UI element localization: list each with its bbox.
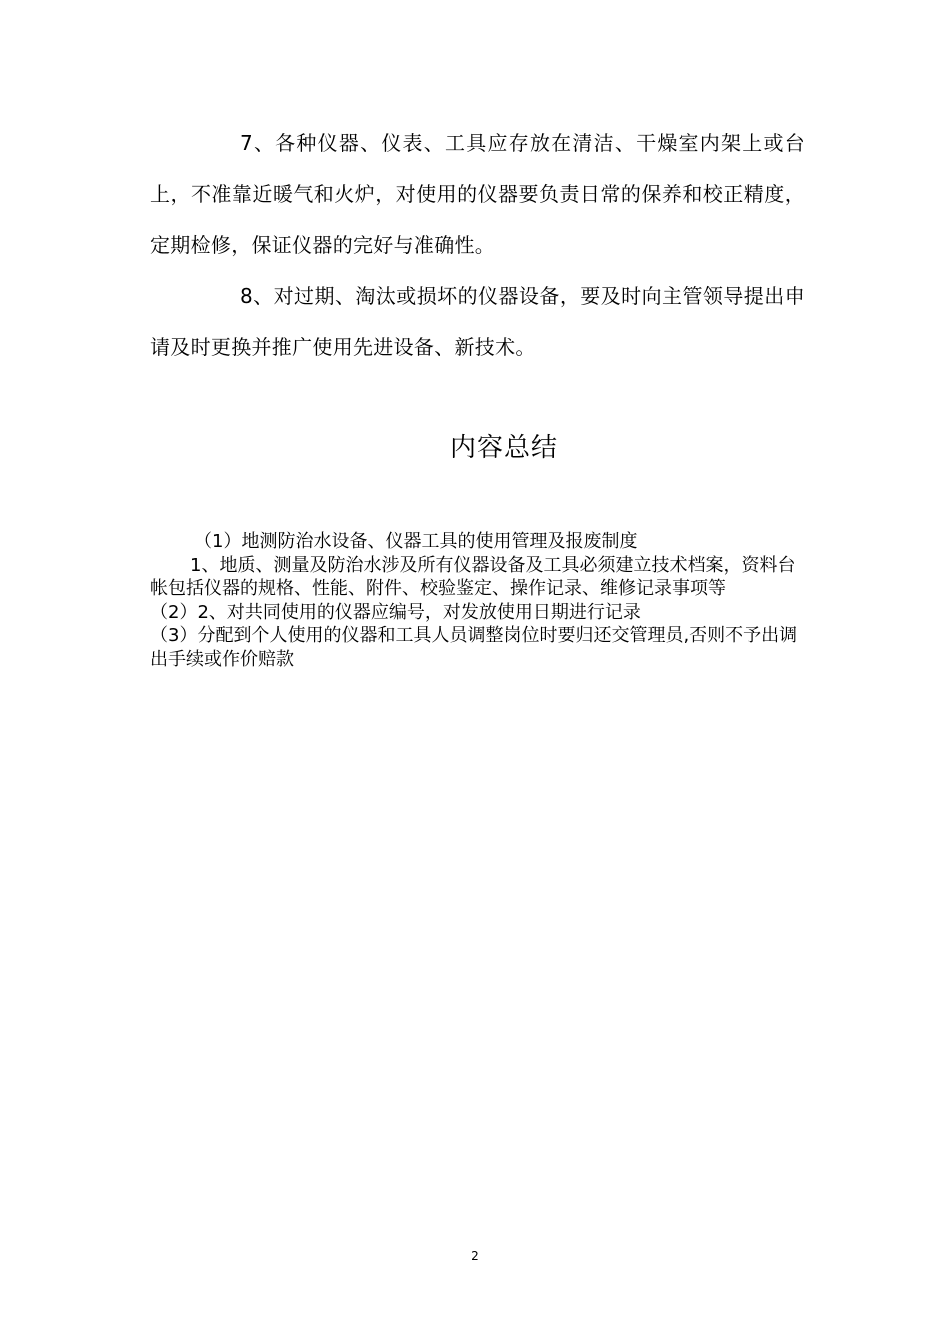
summary-line: （1）地测防治水设备、仪器工具的使用管理及报废制度 <box>194 531 638 552</box>
paragraph-item-7: 7、各种仪器、仪表、工具应存放在清洁、干燥室内架上或台上，不准靠近暖气和火炉，对使用的仪器要负责日常的保养和校正精度，定期检修，保证仪器的完好与准确性。 <box>150 131 805 257</box>
summary-section <box>150 530 800 671</box>
summary-title: 内容总结 <box>449 433 558 463</box>
paragraph-item-8: 8、对过期、淘汰或损坏的仪器设备，要及时向主管领导提出申请及时更换并推广使用先进设备、新技术。 <box>150 284 805 359</box>
summary-line: （2）2、对共同使用的仪器应编号，对发放使用日期进行记录 <box>150 601 641 623</box>
summary-line: 1、地质、测量及防治水涉及所有仪器设备及工具必须建立技术档案，资料台帐包括仪器的规格、性能、附件、校验鉴定、操作记录、维修记录事项等 <box>150 554 796 599</box>
summary-line: （3）分配到个人使用的仪器和工具人员调整岗位时要归还交管理员,否则不予出调出手续或作价赔款 <box>150 625 798 670</box>
body-text <box>150 118 805 373</box>
page-number: 2 <box>471 1249 479 1263</box>
